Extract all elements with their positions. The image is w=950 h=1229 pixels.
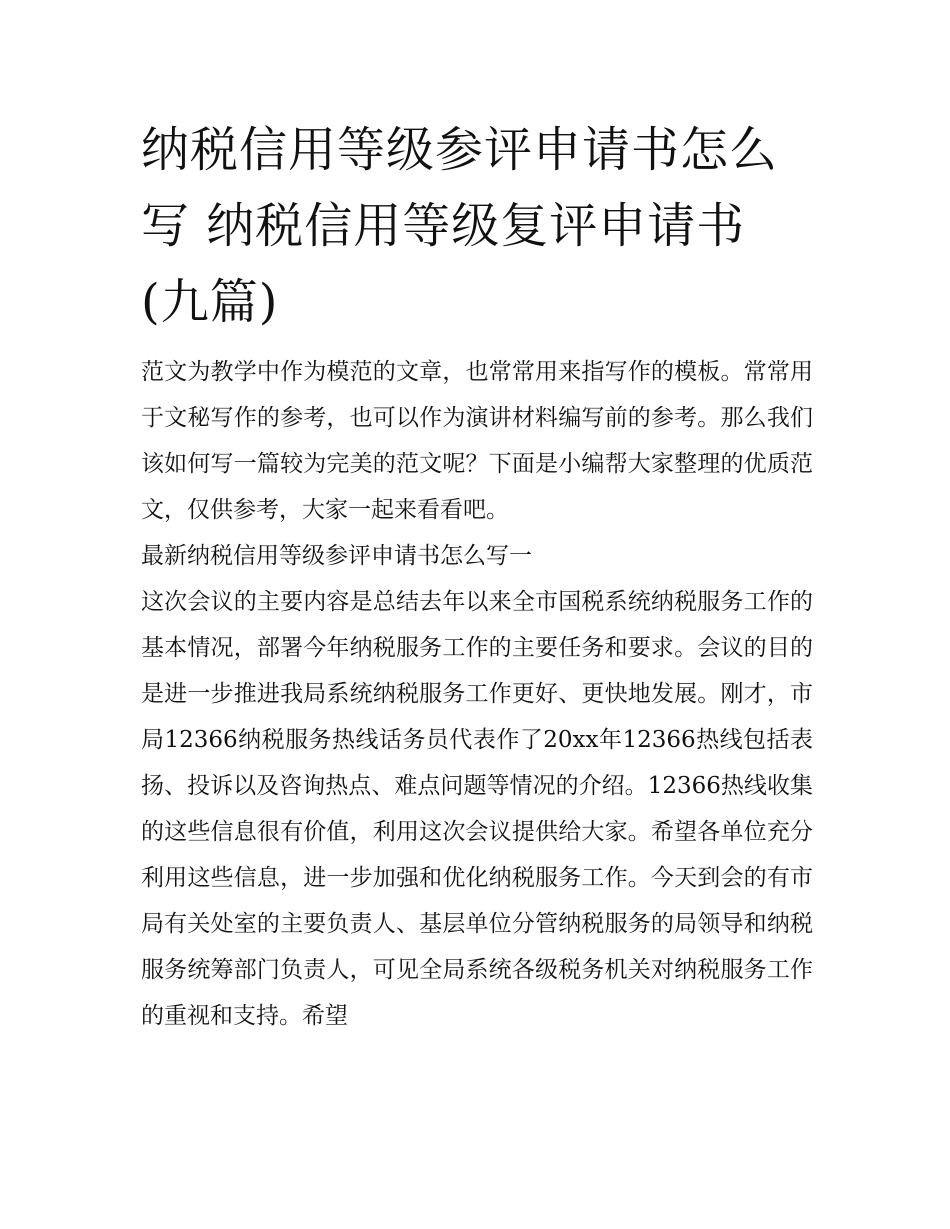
section-heading: 最新纳税信用等级参评申请书怎么写一 — [141, 543, 532, 569]
intro-paragraph: 范文为教学中作为模范的文章，也常常用来指写作的模板。常常用于文秘写作的参考，也可以作为演讲材料编写前的参考。那么我们该如何写一篇较为完美的范文呢？下面是小编帮大家整理的优质范文，仅供参考，大家一起来看看吧。 — [141, 359, 813, 523]
document-title: 纳税信用等级参评申请书怎么写 纳税信用等级复评申请书(九篇) — [141, 122, 779, 330]
document-page — [141, 112, 813, 1039]
body-paragraph: 这次会议的主要内容是总结去年以来全市国税系统纳税服务工作的基本情况，部署今年纳税服务工作的主要任务和要求。会议的目的是进一步推进我局系统纳税服务工作更好、更快地发展。刚才，市局12366纳税服务热线话务员代表作了20xx年12366热线包括表扬、投诉以及咨询热点、难点问题等情况的介绍。12366热线收集的这些信息很有价值，利用这次会议提供给大家。希望各单位充分利用这些信息，进一步加强和优化纳税服务工作。今天到会的有市局有关处室的主要负责人、基层单位分管纳税服务的局领导和纳税服务统筹部门负责人，可见全局系统各级税务机关对纳税服务工作的重视和支持。希望 — [141, 589, 813, 1029]
